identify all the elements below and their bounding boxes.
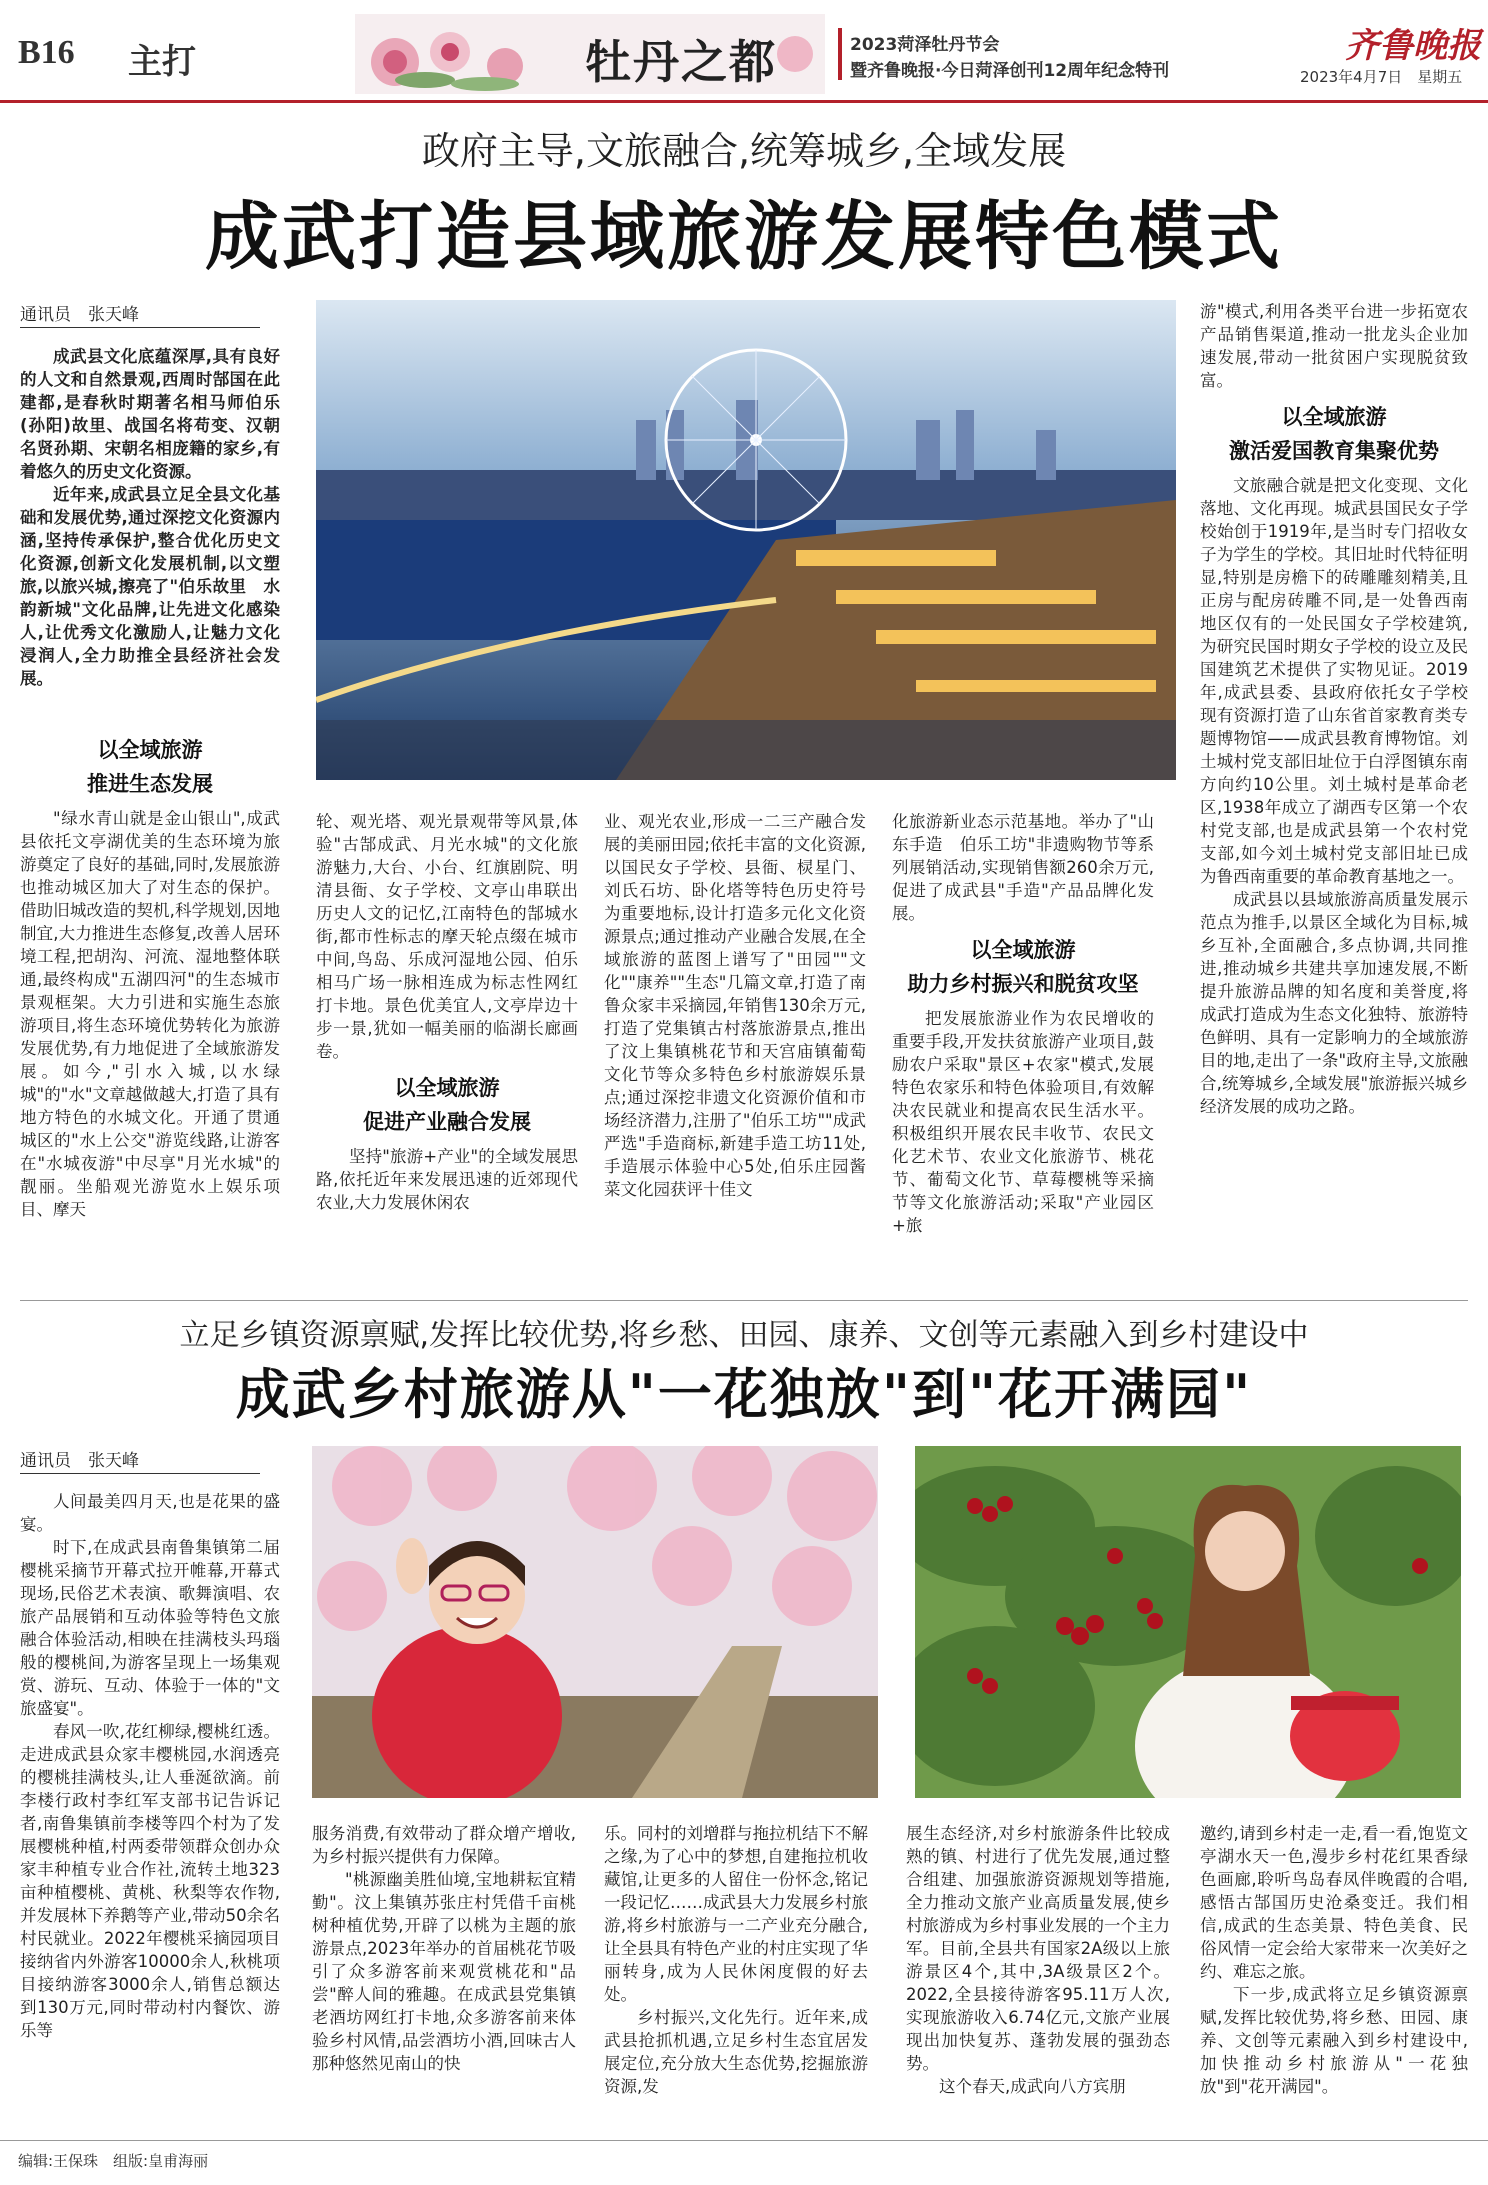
- body-paragraph: 成武县以县域旅游高质量发展示范点为推手,以景区全域化为目标,城乡互补,全面融合,多点协调,共同推进,推动城乡共建共享加速发展,不断提升旅游品牌的知名度和美誉度,将成武打造成为生态文化独特、旅游特色鲜明、具有一定影响力的全域旅游目的地,走出了一条"政府主导,文旅融合,统筹城乡,全域发展"旅游振兴城乡经济发展的成功之路。: [1200, 890, 1468, 1116]
- header-divider: [838, 28, 842, 80]
- story1-headline: 成武打造县域旅游发展特色模式: [205, 194, 1283, 280]
- body-paragraph: 坚持"旅游+产业"的全域发展思路,依托近年来发展迅速的近郊现代农业,大力发展休闲农: [316, 1147, 578, 1212]
- subhead-industry: 以全域旅游 促进产业融合发展: [363, 1076, 531, 1134]
- body-paragraph: "桃源幽美胜仙境,宝地耕耘宜精勤"。汶上集镇苏张庄村凭借千亩桃树种植优势,开辟了以桃为主题的旅游景点,2023年举办的首届桃花节吸引了众多游客前来观赏桃花和"品尝"醉人间的雅趣。在成武县党集镇老酒坊网红打卡地,众多游客前来体验乡村风情,品尝酒坊小酒,回味古人那种悠然见南山的快: [312, 1870, 576, 2073]
- subhead-rural: 以全域旅游 助力乡村振兴和脱贫攻坚: [907, 938, 1139, 996]
- special-issue-line2: 暨齐鲁晚报·今日菏泽创刊12周年纪念特刊: [850, 61, 1170, 81]
- body-paragraph: 文旅融合就是把文化变现、文化落地、文化再现。城武县国民女子学校始创于1919年,是当时专门招收女子为学生的学校。其旧址时代特征明显,特别是房檐下的砖雕雕刻精美,且正房与配房砖雕不同,是一处鲁西南地区仅有的一处民国女子学校建筑,为研究民国时期女子学校的设立及民国建筑艺术提供了实物见证。2019年,成武县委、县政府依托女子学校现有资源打造了山东省首家教育类专题博物馆——成武县教育博物馆。刘土城村党支部旧址位于白浮图镇东南方向约10公里。刘土城村是革命老区,1938年成立了湖西专区第一个农村党支部,也是成武县第一个农村党支部,如今刘土城村党支部旧址已成为鲁西南重要的革命教育基地之一。: [1200, 476, 1468, 886]
- subhead-ecology: 以全域旅游 推进生态发展: [87, 738, 213, 796]
- story2-column-2: [312, 1822, 576, 2075]
- story2-column-1: [20, 1490, 280, 2042]
- body-paragraph: 人间最美四月天,也是花果的盛宴。: [20, 1492, 280, 1534]
- story1-lead: [20, 345, 280, 690]
- body-paragraph: 游"模式,利用各类平台进一步拓宽农产品销售渠道,推动一批龙头企业加速发展,带动一批贫困户实现脱贫致富。: [1200, 302, 1468, 390]
- section-label: 主打: [128, 42, 196, 82]
- story2-kicker: 立足乡镇资源禀赋,发挥比较优势,将乡愁、田园、康养、文创等元素融入到乡村建设中: [179, 1318, 1309, 1353]
- body-paragraph: 轮、观光塔、观光景观带等风景,体验"古郜成武、月光水城"的文化旅游魅力,大台、小台、红旗剧院、明清县衙、女子学校、文亭山串联出历史人文的记忆,江南特色的郜城水街,都市性标志的摩天轮点缀在城市中间,鸟岛、乐成河湿地公园、伯乐相马广场一脉相连成为标志性网红打卡地。景色优美宜人,文亭岸边十步一景,犹如一幅美丽的临湖长廊画卷。: [316, 812, 578, 1061]
- newspaper-logo: 齐鲁晚报: [1345, 26, 1481, 66]
- body-paragraph: 业、观光农业,形成一二三产融合发展的美丽田园;依托丰富的文化资源,以国民女子学校、县衙、棂星门、刘氏石坊、卧化塔等特色历史符号为重要地标,设计打造多元化文化资源景点;通过推动产业融合发展,在全域旅游的蓝图上谱写了"田园""文化""康养""生态"几篇文章,打造了南鲁众家丰采摘园,年销售130余万元,打造了党集镇古村落旅游景点,推出了汶上集镇桃花节和天宫庙镇葡萄文化节等众多特色乡村旅游娱乐景点;通过深挖非遗文化资源价值和市场经济潜力,注册了"伯乐工坊""成武严选"手造商标,新建手造工坊11处,手造展示体验中心5处,伯乐庄园酱菜文化园获评十佳文: [604, 812, 866, 1199]
- girl-peach-blossom-photo: [312, 1446, 878, 1798]
- story2-headline: 成武乡村旅游从"一花独放"到"花开满园": [235, 1362, 1253, 1426]
- subhead-patriotic: 以全域旅游 激活爱国教育集聚优势: [1229, 405, 1439, 463]
- body-paragraph: "绿水青山就是金山银山",成武县依托文亭湖优美的生态环境为旅游奠定了良好的基础,同时,发展旅游也推动城区加大了对生态的保护。借助旧城改造的契机,科学规划,因地制宜,大力推进生态修复,改善人居环境工程,把胡沟、河流、湿地整体联通,最终构成"五湖四河"的生态城市景观框架。大力引进和实施生态旅游项目,将生态环境优势转化为旅游发展优势,有力地促进了全域旅游发展。如今,"引水入城,以水绿城"的"水"文章越做越大,打造了具有地方特色的水城文化。开通了贯通城区的"水上公交"游览线路,让游客在"水城夜游"中尽享"月光水城"的靓丽。坐船观光游览水上娱乐项目、摩天: [20, 809, 280, 1219]
- story2-byline: 通讯员 张天峰: [20, 1446, 260, 1474]
- body-paragraph: 服务消费,有效带动了群众增产增收,为乡村振兴提供有力保障。: [312, 1824, 576, 1866]
- issue-date: 2023年4月7日 星期五: [1300, 68, 1463, 86]
- masthead-title: 牡丹之都: [585, 35, 777, 89]
- body-paragraph: 把发展旅游业作为农民增收的重要手段,开发扶贫旅游产业项目,鼓励农户采取"景区+农家"模式,发展特色农家乐和特色体验项目,有效解决农民就业和提高农民生活水平。积极组织开展农民丰收节、农民文化艺术节、农业文化旅游节、桃花节、葡萄文化节、草莓樱桃等采摘节等文化旅游活动;采取"产业园区+旅: [892, 1009, 1154, 1235]
- page-header: [0, 0, 1488, 103]
- story-divider: [20, 1300, 1468, 1301]
- story2-column-5: [1200, 1822, 1468, 2098]
- story1-kicker: 政府主导,文旅融合,统筹城乡,全域发展: [421, 129, 1067, 173]
- story2-column-4: [906, 1822, 1170, 2098]
- woman-cherry-picking-photo: [915, 1446, 1461, 1798]
- story1-column-3: [604, 810, 866, 1201]
- body-paragraph: 乡村振兴,文化先行。近年来,成武县抢抓机遇,立足乡村生态宜居发展定位,充分放大生态优势,挖掘旅游资源,发: [604, 2008, 868, 2096]
- story2-column-3: [604, 1822, 868, 2098]
- story1-byline: 通讯员 张天峰: [20, 300, 260, 328]
- story1-column-5: [1200, 300, 1468, 1118]
- body-paragraph: 化旅游新业态示范基地。举办了"山东手造 伯乐工坊"非遗购物节等系列展销活动,实现销售额260余万元,促进了成武县"手造"产品品牌化发展。: [892, 812, 1154, 923]
- body-paragraph: 下一步,成武将立足乡镇资源禀赋,发挥比较优势,将乡愁、田园、康养、文创等元素融入到乡村建设中,加快推动乡村旅游从"一花独放"到"花开满园"。: [1200, 1985, 1468, 2096]
- story1-column-1: [20, 725, 280, 1221]
- story1-column-4: [892, 810, 1154, 1237]
- lead-paragraph: 成武县文化底蕴深厚,具有良好的人文和自然景观,西周时郜国在此建都,是春秋时期著名相马师伯乐(孙阳)故里、战国名将苟变、汉朝名贤孙期、宋朝名相庞籍的家乡,有着悠久的历史文化资源。: [20, 347, 280, 481]
- body-paragraph: 这个春天,成武向八方宾朋: [939, 2077, 1126, 2096]
- body-paragraph: 乐。同村的刘增群与拖拉机结下不解之缘,为了心中的梦想,自建拖拉机收藏馆,让更多的人留住一份怀念,铭记一段记忆……成武县大力发展乡村旅游,将乡村旅游与一二产业充分融合,让全县具有特色产业的村庄实现了华丽转身,成为人民休闲度假的好去处。: [604, 1824, 868, 2004]
- special-issue-line1: 2023菏泽牡丹节会: [850, 35, 1000, 55]
- body-paragraph: 时下,在成武县南鲁集镇第二届樱桃采摘节开幕式拉开帷幕,开幕式现场,民俗艺术表演、歌舞演唱、农旅产品展销和互动体验等特色文旅融合体验活动,相映在挂满枝头玛瑙般的樱桃间,为游客呈现上一场集观赏、游玩、互动、体验于一体的"文旅盛宴"。: [20, 1538, 280, 1718]
- body-paragraph: 邀约,请到乡村走一走,看一看,饱览文亭湖水天一色,漫步乡村花红果香绿色画廊,聆听鸟岛春凤伴晚霞的合唱,感悟古郜国历史沧桑变迁。我们相信,成武的生态美景、特色美食、民俗风情一定会给大家带来一次美好之约、难忘之旅。: [1200, 1824, 1468, 1981]
- story1-column-2: [316, 810, 578, 1214]
- editor-credits: 编辑:王保珠 组版:皇甫海丽: [18, 2152, 209, 2170]
- lead-paragraph: 近年来,成武县立足全县文化基础和发展优势,通过深挖文化资源内涵,坚持传承保护,整合优化历史文化资源,创新文化发展机制,以文塑旅,以旅兴城,擦亮了"伯乐故里 水韵新城"文化品牌,让先进文化感染人,让优秀文化激励人,让魅力文化浸润人,全力助推全县经济社会发展。: [20, 485, 280, 688]
- night-waterfront-photo: [316, 300, 1176, 780]
- page-number: B16: [18, 34, 75, 71]
- footer-rule: [0, 2140, 1488, 2141]
- body-paragraph: 展生态经济,对乡村旅游条件比较成熟的镇、村进行了优先发展,通过整合组建、加强旅游资源规划等措施,全力推动文旅产业高质量发展,使乡村旅游成为乡村事业发展的一个主力军。目前,全县共有国家2A级以上旅游景区4个,其中,3A级景区2个。2022,全县接待游客95.11万人次,实现旅游收入6.74亿元,文旅产业展现出加快复苏、蓬勃发展的强劲态势。: [906, 1824, 1170, 2073]
- body-paragraph: 春风一吹,花红柳绿,樱桃红透。走进成武县众家丰樱桃园,水润透亮的樱桃挂满枝头,让人垂涎欲滴。前李楼行政村李红军支部书记告诉记者,南鲁集镇前李楼等四个村为了发展樱桃种植,村两委带领群众创办众家丰种植专业合作社,流转土地323亩种植樱桃、黄桃、秋梨等农作物,并发展林下养鹅等产业,带动50余名村民就业。2022年樱桃采摘园项目接纳省内外游客10000余人,秋桃项目接纳游客3000余人,销售总额达到130万元,同时带动村内餐饮、游乐等: [20, 1722, 280, 2040]
